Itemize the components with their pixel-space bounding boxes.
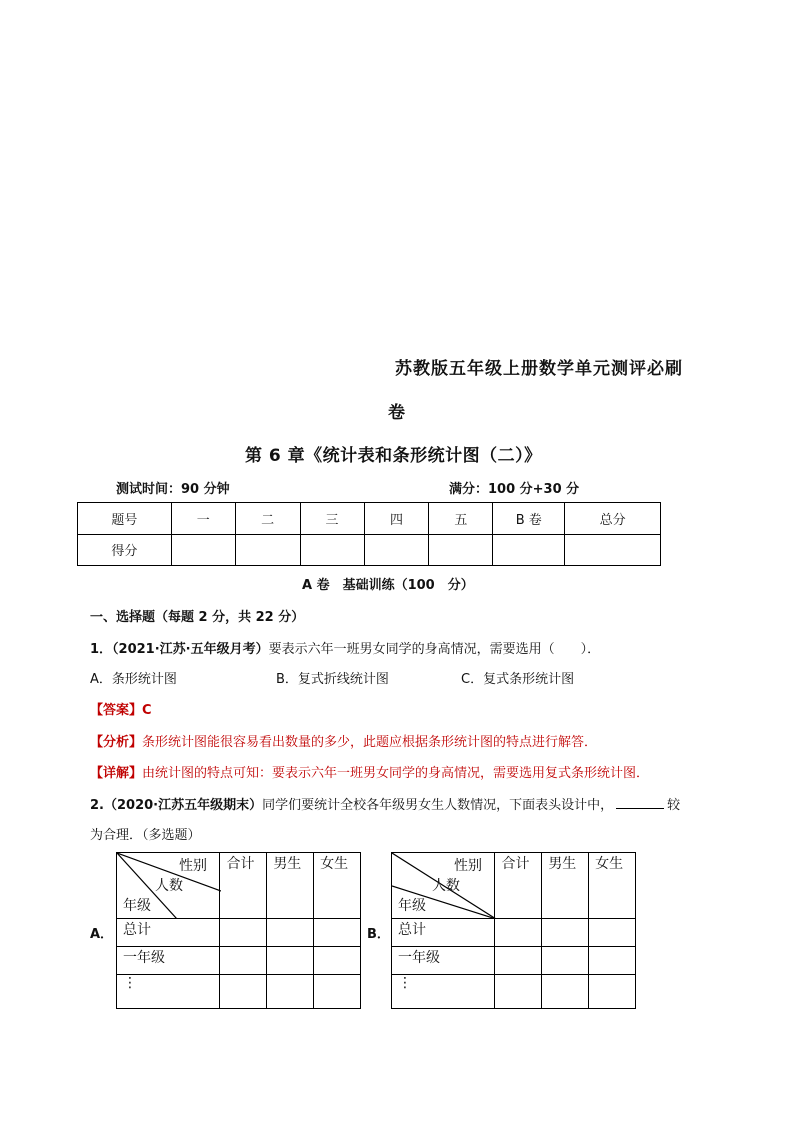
analysis-tag: 【分析】 — [90, 735, 143, 750]
q2-option-b-label: B． — [367, 927, 390, 942]
score-table-header-row — [78, 503, 661, 535]
score-table-score-row — [78, 534, 661, 566]
answer-blank — [616, 794, 664, 809]
row-header: 总计 — [392, 919, 495, 947]
detail-text: 由统计图的特点可知：要表示六年一班男女同学的身高情况，需要选用复式条形统计图． — [142, 766, 650, 781]
question-1 — [90, 638, 600, 657]
row-header: ⋮ — [392, 975, 495, 1009]
full-score: 满分：100 分+30 分 — [449, 482, 580, 497]
q1-analysis — [90, 731, 597, 750]
score-table — [77, 502, 661, 566]
score-cell — [171, 534, 235, 566]
detail-tag: 【详解】 — [90, 766, 143, 781]
answer-value: C — [142, 703, 152, 718]
part1-title: 一、选择题（每题 2 分，共 22 分） — [90, 610, 305, 625]
q2-option-a-table — [116, 852, 361, 1012]
score-header-cell: 三 — [300, 503, 364, 535]
chapter-title: 第 6 章《统计表和条形统计图（二）》 — [245, 446, 542, 466]
question-2-line2: 为合理．（多选题） — [90, 828, 201, 843]
diagonal-header-cell — [392, 853, 495, 919]
row-header: 一年级 — [392, 947, 495, 975]
col-header: 合计 — [220, 853, 267, 919]
score-header-cell: 总分 — [565, 503, 661, 535]
row-header: 总计 — [117, 919, 220, 947]
score-cell — [565, 534, 661, 566]
question-source: （2020·江苏五年级期末） — [103, 798, 263, 813]
col-header: 女生 — [314, 853, 361, 919]
col-header: 男生 — [267, 853, 314, 919]
score-header-cell: 四 — [364, 503, 429, 535]
question-text: 同学们要统计全校各年级男女生人数情况，下面表头设计中， — [262, 798, 614, 813]
score-header-cell: 五 — [429, 503, 493, 535]
diag-label-mid: 人数 — [155, 878, 183, 894]
score-cell — [300, 534, 364, 566]
q2-option-a-label: A． — [90, 927, 114, 942]
diag-label-mid: 人数 — [432, 878, 460, 894]
doc-title-continued: 卷 — [388, 403, 405, 423]
score-header-cell: 二 — [235, 503, 300, 535]
diag-label-bottom: 年级 — [123, 898, 151, 914]
question-2 — [90, 794, 680, 813]
score-cell — [429, 534, 493, 566]
diag-label-top: 性别 — [454, 858, 482, 874]
doc-title: 苏教版五年级上册数学单元测评必刷 — [395, 359, 683, 379]
question-number: 2. — [90, 798, 104, 813]
diag-label-bottom: 年级 — [398, 898, 426, 914]
q2-option-b-table — [391, 852, 636, 1012]
q1-detail — [90, 762, 649, 781]
analysis-text: 条形统计图能很容易看出数量的多少，此题应根据条形统计图的特点进行解答． — [142, 735, 598, 750]
col-header: 男生 — [542, 853, 589, 919]
q1-answer — [90, 699, 152, 718]
score-cell — [364, 534, 429, 566]
score-row-label: 得分 — [78, 534, 172, 566]
question-number: 1． — [90, 642, 113, 657]
question-text: 要表示六年一班男女同学的身高情况，需要选用（ ）． — [268, 642, 601, 657]
q1-option-a: A．条形统计图 — [90, 672, 177, 687]
q1-option-b: B．复式折线统计图 — [276, 672, 389, 687]
diagonal-header-cell — [117, 853, 220, 919]
section-a-title: A 卷 基础训练（100 分） — [302, 578, 474, 593]
test-time: 测试时间：90 分钟 — [116, 482, 230, 497]
score-header-cell: B 卷 — [493, 503, 565, 535]
answer-tag: 【答案】 — [90, 703, 143, 718]
col-header: 女生 — [589, 853, 636, 919]
row-header: ⋮ — [117, 975, 220, 1009]
score-cell — [235, 534, 300, 566]
score-header-cell: 题号 — [78, 503, 172, 535]
q1-option-c: C．复式条形统计图 — [461, 672, 575, 687]
diag-label-top: 性别 — [179, 858, 207, 874]
score-cell — [493, 534, 565, 566]
score-header-cell: 一 — [171, 503, 235, 535]
row-header: 一年级 — [117, 947, 220, 975]
question-text-end: 较 — [667, 798, 681, 813]
col-header: 合计 — [495, 853, 542, 919]
question-source: （2021·江苏·五年级月考） — [112, 642, 269, 657]
